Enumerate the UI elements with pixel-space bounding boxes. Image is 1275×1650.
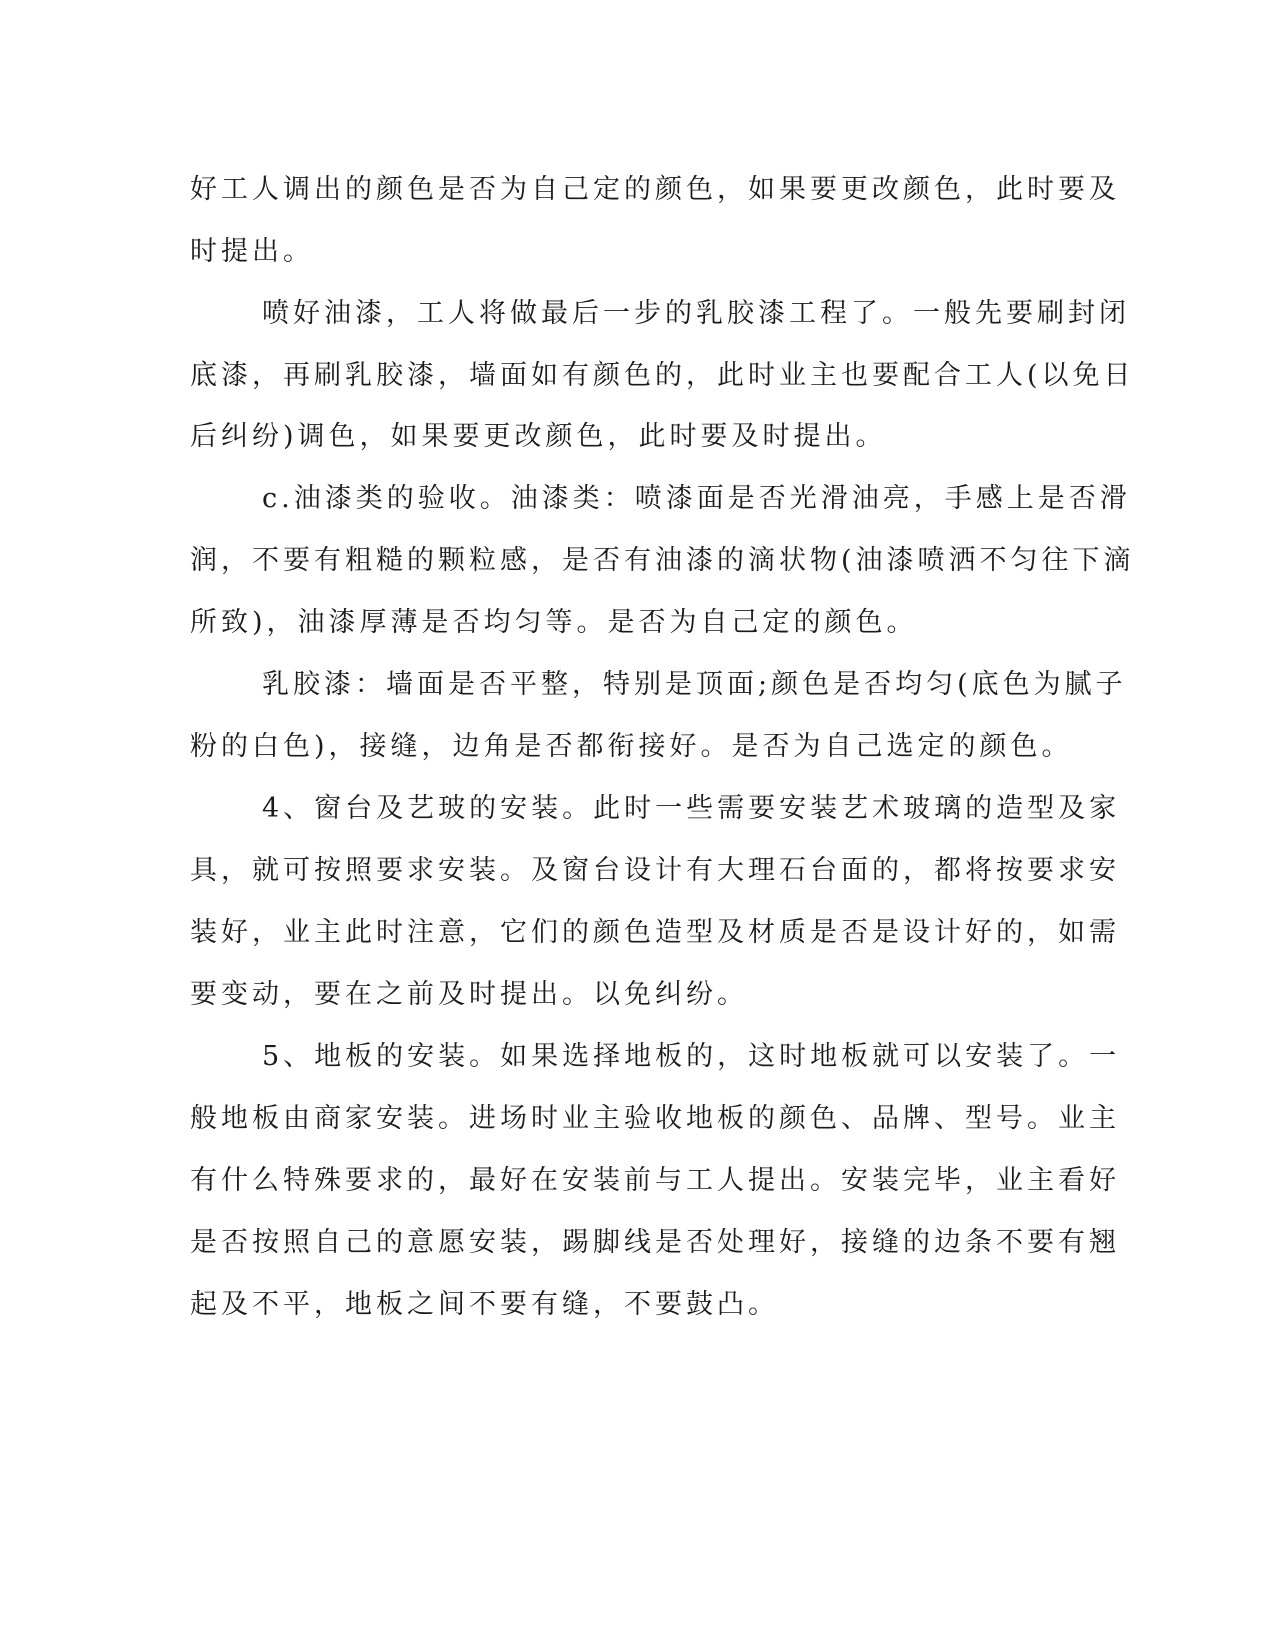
text-line: 般地板由商家安装。进场时业主验收地板的颜色、品牌、型号。业主 — [190, 1103, 1120, 1134]
text-line: 有什么特殊要求的，最好在安装前与工人提出。安装完毕，业主看好 — [190, 1165, 1120, 1196]
text-line: 时提出。 — [190, 236, 314, 267]
text-line: 是否按照自己的意愿安装，踢脚线是否处理好，接缝的边条不要有翘 — [190, 1227, 1120, 1258]
text-line: 5、地板的安装。如果选择地板的，这时地板就可以安装了。一 — [262, 1041, 1121, 1072]
text-line: 润，不要有粗糙的颗粒感，是否有油漆的滴状物(油漆喷洒不匀往下滴 — [190, 545, 1135, 576]
text-line: 乳胶漆：墙面是否平整，特别是顶面;颜色是否均匀(底色为腻子 — [262, 669, 1127, 700]
text-line: 粉的白色)，接缝，边角是否都衔接好。是否为自己选定的颜色。 — [190, 731, 1073, 762]
text-line: 喷好油漆，工人将做最后一步的乳胶漆工程了。一般先要刷封闭 — [262, 298, 1130, 329]
text-line: 装好，业主此时注意，它们的颜色造型及材质是否是设计好的，如需 — [190, 917, 1120, 948]
text-line: 起及不平，地板之间不要有缝，不要鼓凸。 — [190, 1289, 779, 1320]
text-line: 底漆，再刷乳胶漆，墙面如有颜色的，此时业主也要配合工人(以免日 — [190, 360, 1135, 391]
text-line: 4、窗台及艺玻的安装。此时一些需要安装艺术玻璃的造型及家 — [262, 793, 1121, 824]
text-line: 具，就可按照要求安装。及窗台设计有大理石台面的，都将按要求安 — [190, 855, 1120, 886]
text-line: 后纠纷)调色，如果要更改颜色，此时要及时提出。 — [190, 421, 887, 452]
text-line: 好工人调出的颜色是否为自己定的颜色，如果要更改颜色，此时要及 — [190, 174, 1120, 205]
text-line: 要变动，要在之前及时提出。以免纠纷。 — [190, 979, 748, 1010]
text-line: 所致)，油漆厚薄是否均匀等。是否为自己定的颜色。 — [190, 607, 918, 638]
text-line: c.油漆类的验收。油漆类：喷漆面是否光滑油亮，手感上是否滑 — [262, 483, 1131, 514]
